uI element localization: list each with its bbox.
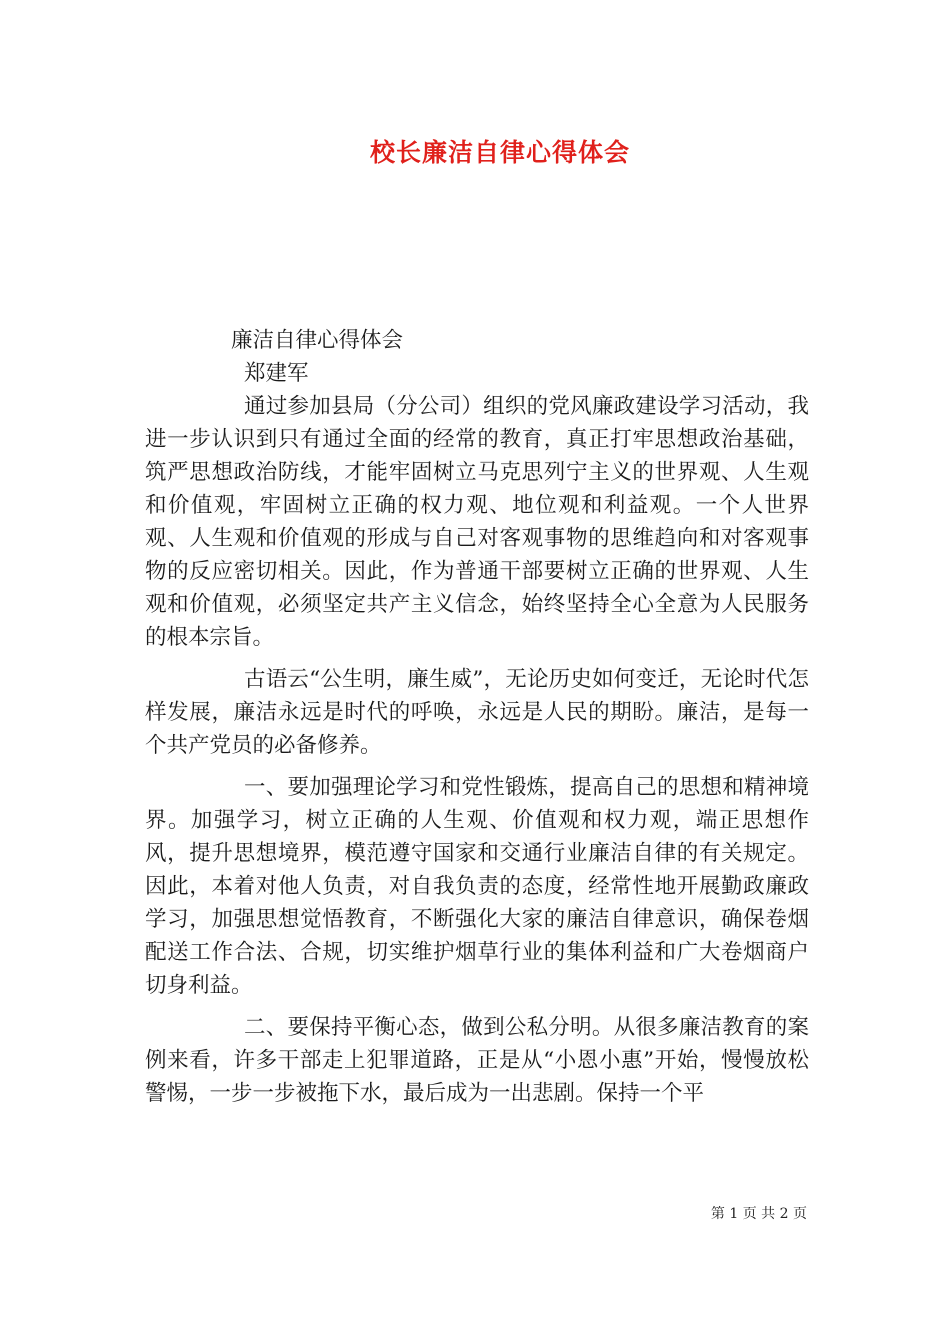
author-name: 郑建军 [244, 361, 309, 386]
paragraph-3: 一、要加强理论学习和党性锻炼，提高自己的思想和精神境界。加强学习，树立正确的人生观、价值观和权力观，端正思想作风，提升思想境界，模范遵守国家和交通行业廉洁自律的有关规定。因此，本着对他人负责，对自我负责的态度，经常性地开展勤政廉政学习，加强思想觉悟教育，不断强化大家的廉洁自律意识，确保卷烟配送工作合法、合规，切实维护烟草行业的集体利益和广大卷烟商户切身利益。 [145, 775, 809, 998]
document-title: 校长廉洁自律心得体会 [369, 138, 630, 167]
article-heading: 廉洁自律心得体会 [231, 328, 404, 353]
paragraph-1: 通过参加县局（分公司）组织的党风廉政建设学习活动，我进一步认识到只有通过全面的经常的教育，真正打牢思想政治基础，筑严思想政治防线，才能牢固树立马克思列宁主义的世界观、人生观和价值观，牢固树立正确的权力观、地位观和利益观。一个人世界观、人生观和价值观的形成与自己对客观事物的思维趋向和对客观事物的反应密切相关。因此，作为普通干部要树立正确的世界观、人生观和价值观，必须坚定共产主义信念，始终坚持全心全意为人民服务的根本宗旨。 [145, 394, 809, 650]
paragraph-2: 古语云“公生明，廉生威”，无论历史如何变迁，无论时代怎样发展，廉洁永远是时代的呼唤，永远是人民的期盼。廉洁，是每一个共产党员的必备修养。 [145, 667, 809, 758]
page-number-footer: 第 1 页 共 2 页 [710, 1206, 807, 1222]
paragraph-4: 二、要保持平衡心态，做到公私分明。从很多廉洁教育的案例来看，许多干部走上犯罪道路，正是从“小恩小惠”开始，慢慢放松警惕，一步一步被拖下水，最后成为一出悲剧。保持一个平 [145, 1015, 809, 1106]
document-body [145, 324, 809, 1110]
